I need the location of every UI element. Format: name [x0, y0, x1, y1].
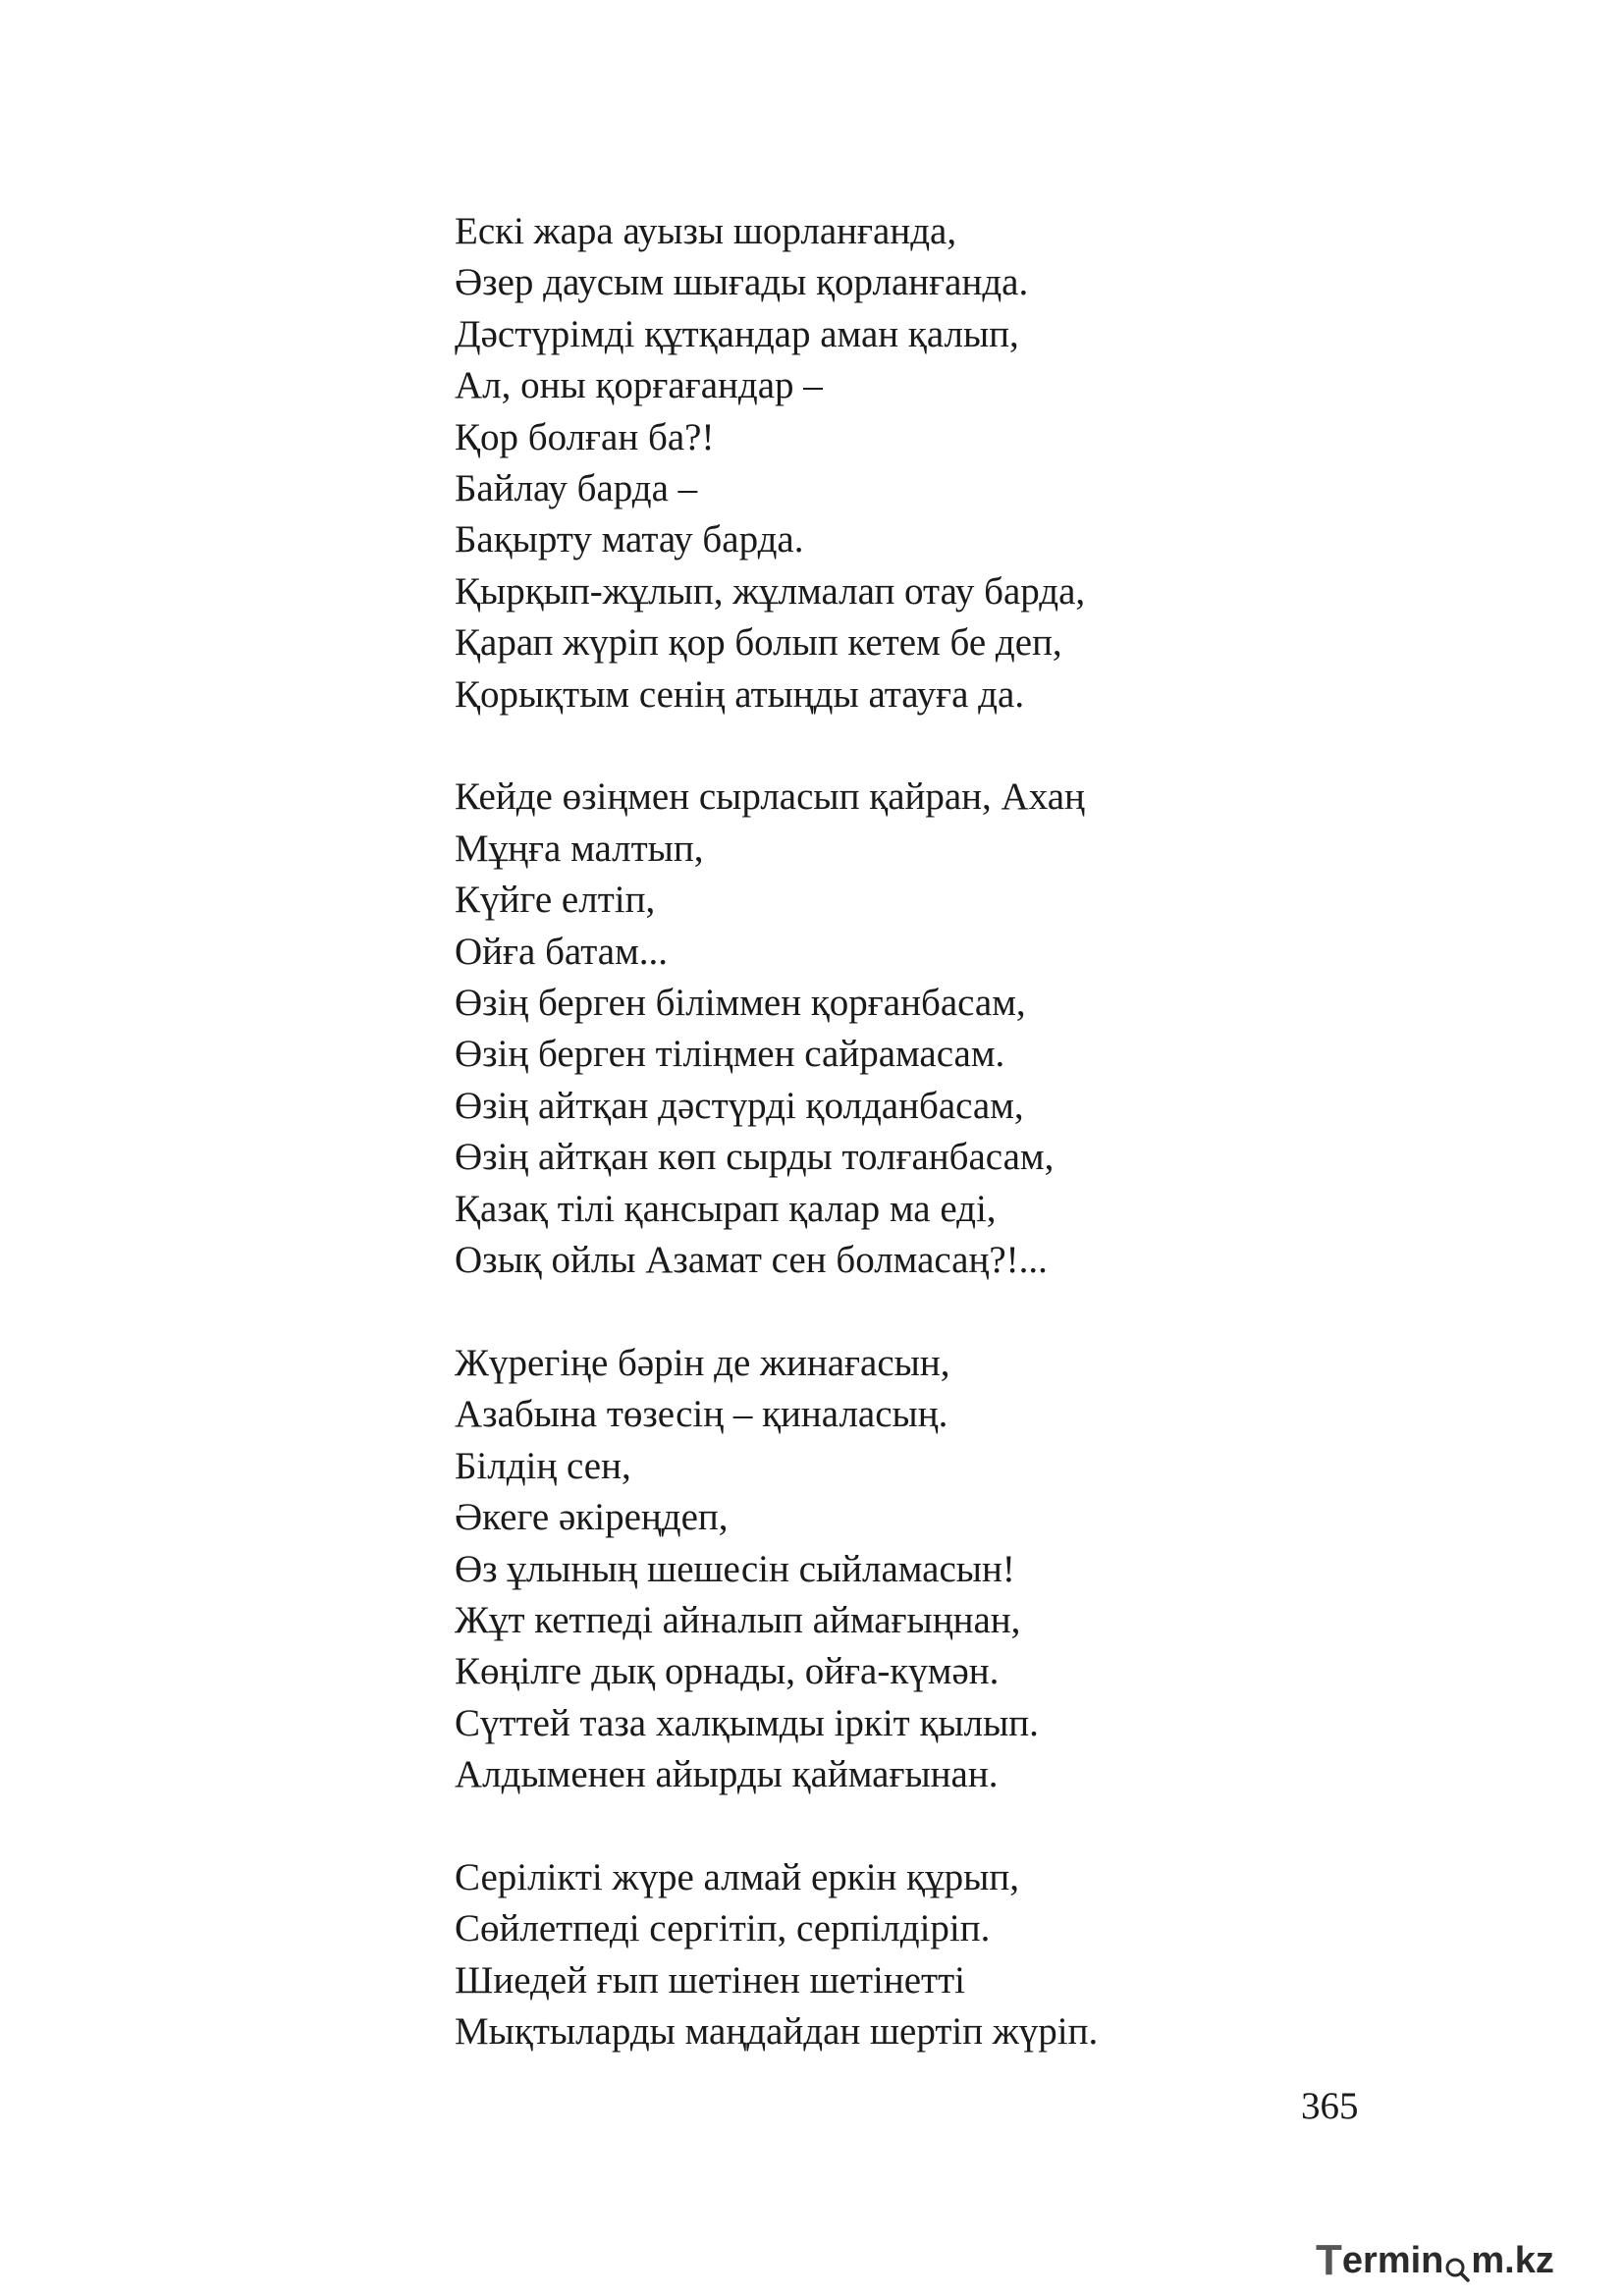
watermark-t-letter: T: [1316, 2236, 1342, 2284]
poem-line: Өзің айтқан дәстүрді қолданбасам,: [455, 1084, 1024, 1127]
stanza-2: [455, 772, 1338, 1286]
poem-line: Өз ұлының шешесін сыйламасын!: [455, 1547, 1015, 1590]
poem-line: Қырқып-жұлып, жұлмалап отау барда,: [455, 569, 1086, 613]
poem-line: Көңілге дық орнады, ойға-күмән.: [455, 1650, 1000, 1693]
stanza-4: [455, 1852, 1338, 2058]
watermark-text-end: m.kz: [1471, 2239, 1554, 2281]
poem-line: Қазақ тілі қансырап қалар ма еді,: [455, 1187, 997, 1230]
poem-line: Мұңға малтып,: [455, 827, 704, 870]
magnifier-icon: [1444, 2250, 1470, 2275]
poem-line: Дәстүрімді құтқандар аман қалып,: [455, 312, 1019, 355]
poem-line: Сүттей таза халқымды іркіт қылып.: [455, 1701, 1039, 1744]
page-number: 365: [1301, 2085, 1359, 2127]
poem-line: Байлау барда –: [455, 467, 698, 510]
watermark-text-start: ermin: [1341, 2239, 1444, 2281]
poem-line: Өзің айтқан көп сырды толғанбасам,: [455, 1136, 1055, 1179]
poem-line: Серілікті жүре алмай еркін құрып,: [455, 1855, 1019, 1898]
poem-body: [455, 206, 1338, 2109]
poem-line: Жұт кетпеді айналып аймағыңнан,: [455, 1598, 1021, 1641]
poem-line: Әкеге әкіреңдеп,: [455, 1496, 729, 1539]
stanza-3: [455, 1338, 1338, 1801]
poem-line: Өзің берген тіліңмен сайрамасам.: [455, 1033, 1005, 1076]
poem-line: Мықтыларды маңдайдан шертіп жүріп.: [455, 2010, 1099, 2054]
poem-line: Бақырту матау барда.: [455, 518, 804, 561]
poem-line: Жүрегіңе бәрін де жинағасын,: [455, 1341, 950, 1384]
poem-line: Озық ойлы Азамат сен болмасаң?!...: [455, 1239, 1048, 1282]
poem-line: Сөйлетпеді сергітіп, серпілдіріп.: [455, 1907, 991, 1950]
poem-line: Ойға батам...: [455, 930, 668, 973]
poem-line: Қорықтым сенің атыңды атауға да.: [455, 672, 1025, 716]
poem-line: Ал, оны қорғағандар –: [455, 364, 823, 407]
poem-line: Әзер даусым шығады қорланғанда.: [455, 261, 1029, 304]
poem-line: Азабына төзесің – қиналасың.: [455, 1393, 948, 1436]
poem-line: Ескі жара ауызы шорланғанда,: [455, 210, 957, 252]
poem-line: Күйге елтіп,: [455, 879, 656, 922]
poem-line: Өзің берген біліммен қорғанбасам,: [455, 982, 1026, 1025]
poem-line: Қор болған ба?!: [455, 415, 715, 458]
poem-line: Шиедей ғып шетінен шетінетті: [455, 1958, 965, 2002]
poem-line: Білдің сен,: [455, 1444, 631, 1487]
stanza-1: [455, 206, 1338, 721]
site-watermark: [1316, 2236, 1554, 2285]
poem-line: Қарап жүріп қор болып кетем бе деп,: [455, 621, 1062, 665]
poem-line: Алдыменен айырды қаймағынан.: [455, 1753, 999, 1796]
poem-line: Кейде өзіңмен сырласып қайран, Ахаң: [455, 775, 1085, 819]
